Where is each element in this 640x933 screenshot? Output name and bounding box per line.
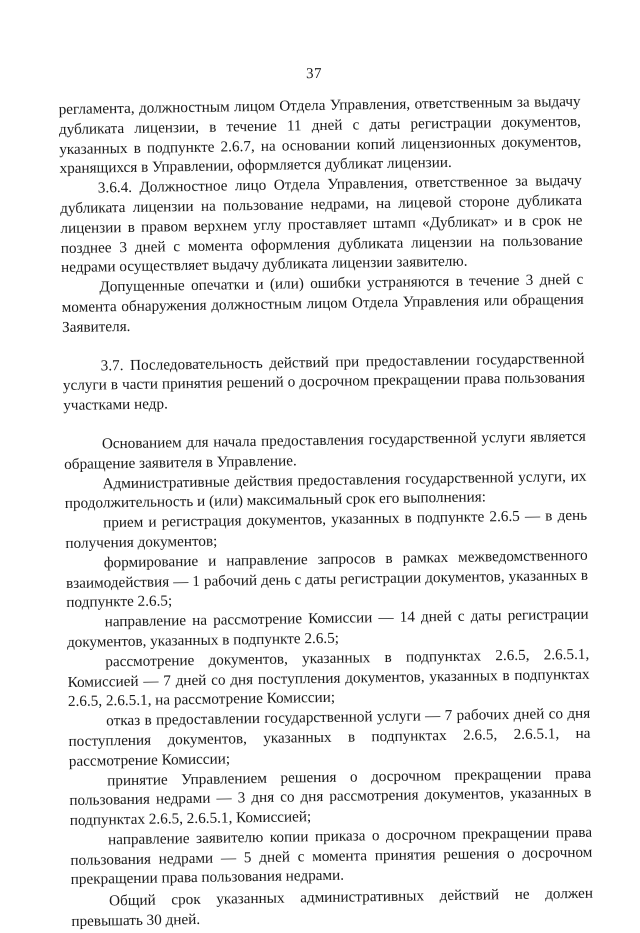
page-number: 37 bbox=[305, 65, 323, 83]
paragraph-3-6-4: 3.6.4. Должностное лицо Отдела Управления, ответственное за выдачу дубликата лицензии на пользование недрами, на лицевой стороне дубликата лицензии в правом верхнем углу проставляет штамп «Дубликат» и в срок не позднее 3 дней с момента оформления дубликата лицензии на пользование недрами осуществляет выдачу дубликата лицензии заявителю. bbox=[60, 172, 583, 277]
paragraph-duplicate-issuance-continued: регламента, должностным лицом Отдела Управления, ответственным за выдачу дубликата лицензии, в течение 11 дней с даты регистрации документов, указанных в подпункте 2.6.7, на основании копий лицензионных документов, хранящихся в Управлении, оформляется дубликат лицензии. bbox=[58, 92, 582, 178]
paragraph-3-7-heading: 3.7. Последовательность действий при предоставлении государственной услуги в части принятия решений о досрочном прекращении права пользования участками недр. bbox=[62, 349, 586, 415]
list-item-commission-referral: направление на рассмотрение Комиссии — 14 дней с даты регистрации документов, указанных в подпункте 2.6.5; bbox=[66, 605, 589, 651]
list-item-reception-registration: прием и регистрация документов, указанных в подпункте 2.6.5 — в день получения документов; bbox=[65, 506, 588, 552]
paragraph-typo-correction: Допущенные опечатки и (или) ошибки устраняются в течение 3 дней с момента обнаружения должностным лицом Отдела Управления или обращения Заявителя. bbox=[61, 271, 584, 336]
list-item-order-copy-sending: направление заявителю копии приказа о досрочном прекращении права пользования недрами — 5 дней с момента принятия решения о досрочном прекращении права пользования недрами. bbox=[70, 823, 593, 889]
paragraph-total-term: Общий срок указанных административных действий не должен превышать 30 дней. bbox=[71, 885, 594, 931]
paragraph-admin-actions-intro: Административные действия предоставления государственной услуги, их продолжительность и (или) максимальный срок его выполнения: bbox=[64, 467, 587, 513]
document-body bbox=[58, 92, 593, 932]
list-item-refusal: отказ в предоставлении государственной услуги — 7 рабочих дней со дня поступления документов, указанных в подпунктах 2.6.5, 2.6.5.1, на рассмотрение Комиссии; bbox=[68, 704, 591, 770]
list-item-commission-review: рассмотрение документов, указанных в подпунктах 2.6.5, 2.6.5.1, Комиссией — 7 дней со дня поступления документов, указанных в подпунктах 2.6.5, 2.6.5.1, на рассмотрение Комиссии; bbox=[67, 645, 590, 711]
list-item-interagency-requests: формирование и направление запросов в рамках межведомственного взаимодействия — 1 рабочий день с даты регистрации документов, указанных в подпункте 2.6.5; bbox=[65, 546, 589, 612]
list-item-termination-decision: принятие Управлением решения о досрочном прекращении права пользования недрами — 3 дня со дня рассмотрения документов, указанных в подпунктах 2.6.5, 2.6.5.1, Комиссией; bbox=[69, 764, 592, 830]
paragraph-basis: Основанием для начала предоставления государственной услуги является обращение заявителя в Управление. bbox=[64, 427, 586, 473]
